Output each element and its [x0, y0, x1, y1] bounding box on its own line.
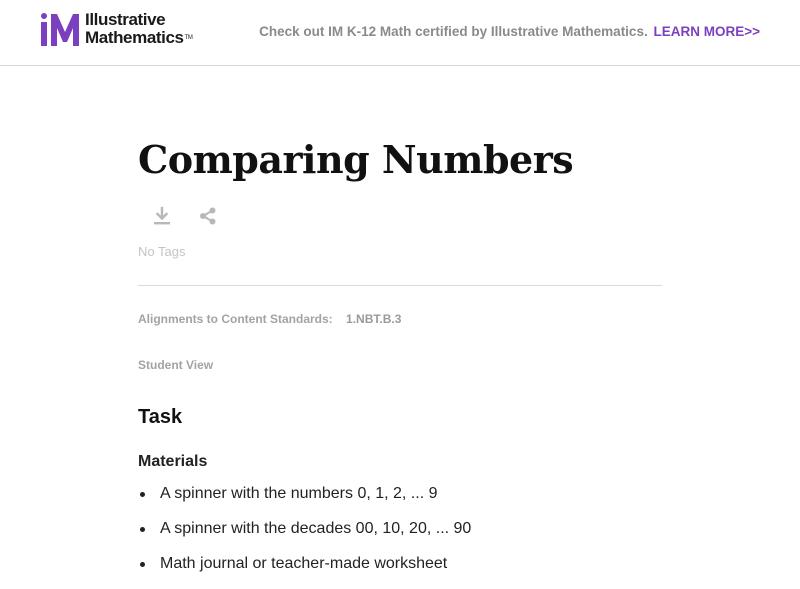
alignments-label: Alignments to Content Standards: — [138, 312, 333, 326]
list-item: A spinner with the decades 00, 10, 20, ... 90 — [138, 519, 471, 554]
share-icon[interactable] — [198, 206, 218, 226]
page-title: Comparing Numbers — [138, 137, 574, 182]
im-logo-icon — [41, 12, 79, 46]
student-view-link[interactable]: Student View — [138, 358, 214, 372]
im-logo[interactable] — [41, 11, 192, 47]
promo-text: Check out IM K-12 Math certified by Illustrative Mathematics. — [259, 24, 648, 39]
logo-wordmark — [85, 11, 192, 47]
download-icon[interactable] — [152, 206, 172, 226]
logo-line1: Illustrative — [85, 10, 166, 29]
standard-link[interactable]: 1.NBT.B.3 — [346, 312, 402, 326]
action-bar — [152, 206, 218, 226]
task-heading: Task — [138, 406, 183, 428]
learn-more-link[interactable]: LEARN MORE>> — [653, 24, 760, 39]
trademark-mark: TM — [184, 35, 193, 41]
divider — [138, 285, 662, 286]
logo-line2: Mathematics — [85, 28, 184, 47]
promo-banner — [259, 24, 760, 39]
list-item: A spinner with the numbers 0, 1, 2, ... 9 — [138, 484, 471, 519]
site-header — [0, 0, 800, 66]
list-item: Math journal or teacher-made worksheet — [138, 554, 471, 589]
alignments-row — [138, 312, 401, 326]
tags-label: No Tags — [138, 244, 186, 259]
materials-list — [138, 484, 471, 589]
materials-heading: Materials — [138, 453, 208, 470]
